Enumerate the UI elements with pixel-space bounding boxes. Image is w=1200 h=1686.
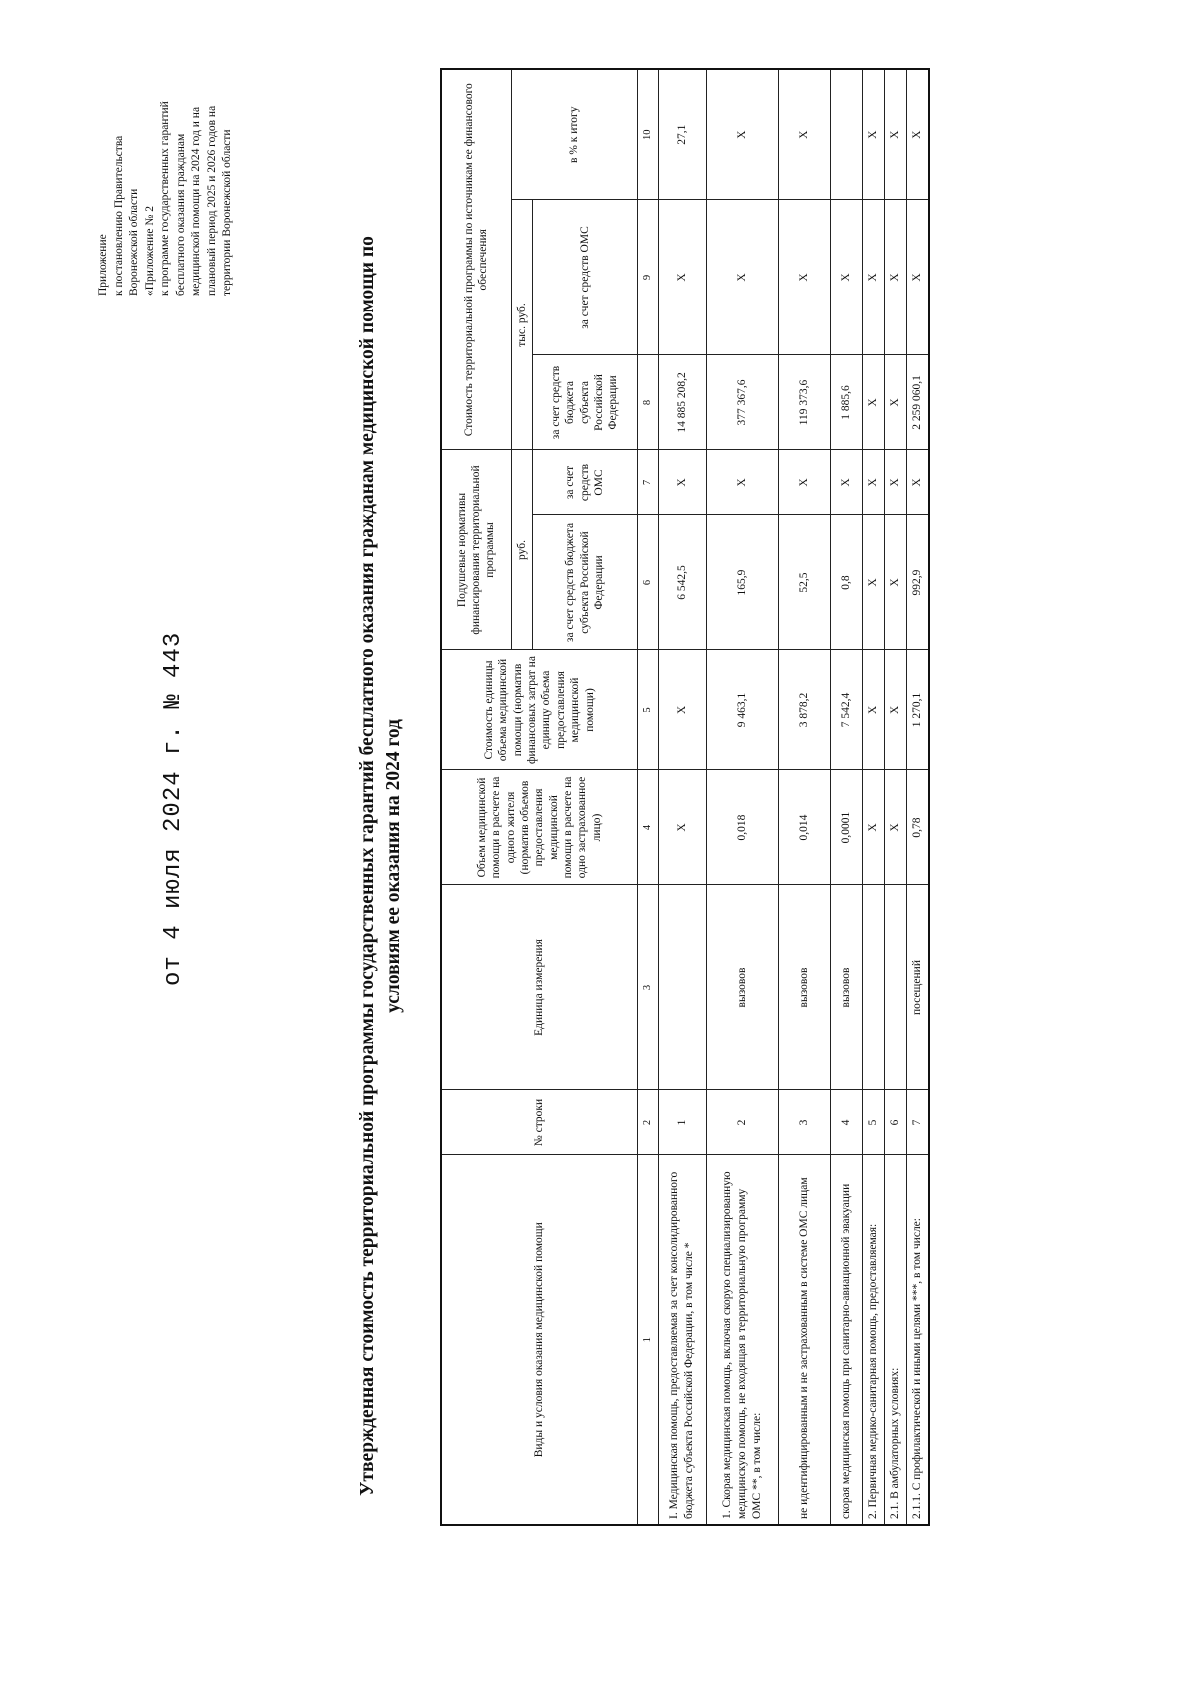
row-percent: X bbox=[706, 69, 778, 200]
table-row bbox=[778, 69, 830, 1525]
row-percent: X bbox=[862, 69, 884, 200]
row-pc-oms: X bbox=[906, 450, 928, 515]
annex-line: медицинской помощи на 2024 год и на bbox=[190, 106, 203, 296]
row-name: 2. Первичная медико-санитарная помощь, предоставляемая: bbox=[862, 1155, 884, 1525]
table-row bbox=[884, 69, 906, 1525]
row-unit-cost: 1 270,1 bbox=[906, 650, 928, 770]
annex-line: «Приложение № 2 bbox=[143, 206, 156, 296]
table-row bbox=[658, 69, 706, 1525]
row-name: не идентифицированным и не застрахованным в системе ОМС лицам bbox=[778, 1155, 830, 1525]
row-no: 2 bbox=[706, 1090, 778, 1155]
row-no: 6 bbox=[884, 1090, 906, 1155]
row-pc-budget: 0,8 bbox=[830, 515, 862, 650]
row-no: 4 bbox=[830, 1090, 862, 1155]
col-number: 2 bbox=[637, 1090, 658, 1155]
header-cost-oms: за счет средств ОМС bbox=[532, 200, 637, 355]
row-unit-cost: 3 878,2 bbox=[778, 650, 830, 770]
header-unit: Единица измерения bbox=[441, 885, 637, 1090]
cost-table bbox=[440, 68, 930, 1526]
row-cost-oms: X bbox=[778, 200, 830, 355]
col-number: 4 bbox=[637, 770, 658, 885]
row-unit-cost: X bbox=[862, 650, 884, 770]
header-thousand-rub: тыс. руб. bbox=[511, 200, 532, 450]
row-name: I. Медицинская помощь, предоставляемая за счет консолидированного бюджета субъекта Российской Федерации, в том числе * bbox=[658, 1155, 706, 1525]
row-cost-budget: 119 373,6 bbox=[778, 355, 830, 450]
col-number: 10 bbox=[637, 69, 658, 200]
row-pc-oms: X bbox=[884, 450, 906, 515]
row-cost-budget: X bbox=[884, 355, 906, 450]
row-unit: вызовов bbox=[706, 885, 778, 1090]
row-name: 2.1. В амбулаторных условиях: bbox=[884, 1155, 906, 1525]
header-line: Приложение bbox=[97, 234, 109, 296]
header-cost-budget: за счет средств бюджета субъекта Российской Федерации bbox=[532, 355, 637, 450]
header-budget: за счет средств бюджета субъекта Российской Федерации bbox=[532, 515, 637, 650]
header-oms: за счет средств ОМС bbox=[532, 450, 637, 515]
approval-header bbox=[96, 26, 236, 296]
row-unit-cost: X bbox=[884, 650, 906, 770]
row-volume: X bbox=[658, 770, 706, 885]
row-pc-budget: 52,5 bbox=[778, 515, 830, 650]
row-cost-budget: 377 367,6 bbox=[706, 355, 778, 450]
title-line: условиям ее оказания на 2024 год bbox=[383, 719, 405, 1013]
table-row bbox=[830, 69, 862, 1525]
row-unit: вызовов bbox=[830, 885, 862, 1090]
header-volume: Объем медицинской помощи в расчете на одного жителя (норматив объемов предоставления медицинской помощи в расчете на одно застрахованное лицо) bbox=[441, 770, 637, 885]
row-cost-budget: 1 885,6 bbox=[830, 355, 862, 450]
row-pc-budget: 165,9 bbox=[706, 515, 778, 650]
col-number: 3 bbox=[637, 885, 658, 1090]
row-percent: X bbox=[884, 69, 906, 200]
row-cost-oms: X bbox=[884, 200, 906, 355]
row-pc-budget: 992,9 bbox=[906, 515, 928, 650]
col-number: 9 bbox=[637, 200, 658, 355]
row-unit-cost: X bbox=[658, 650, 706, 770]
row-volume: 0,018 bbox=[706, 770, 778, 885]
row-name: 1. Скорая медицинская помощь, включая скорую специализированную медицинскую помощь, не входящая в территориальную программу ОМС **, в том числе: bbox=[706, 1155, 778, 1525]
row-pc-oms: X bbox=[778, 450, 830, 515]
row-pc-budget: X bbox=[862, 515, 884, 650]
row-pc-oms: X bbox=[706, 450, 778, 515]
column-number-row bbox=[637, 69, 658, 1525]
row-pc-oms: X bbox=[658, 450, 706, 515]
row-name: скорая медицинская помощь при санитарно-авиационной эвакуации bbox=[830, 1155, 862, 1525]
row-percent bbox=[830, 69, 862, 200]
col-number: 1 bbox=[637, 1155, 658, 1525]
row-pc-budget: X bbox=[884, 515, 906, 650]
annex-line: плановый период 2025 и 2026 годов на bbox=[205, 105, 218, 296]
row-name: 2.1.1. С профилактической и иными целями ***, в том числе: bbox=[906, 1155, 928, 1525]
row-unit: посещений bbox=[906, 885, 928, 1090]
title-line: Утвержденная стоимость территориальной программы государственных гарантий бесплатного оказания гражданам медицинской помощи по bbox=[357, 236, 378, 1496]
row-cost-budget: 2 259 060,1 bbox=[906, 355, 928, 450]
header-unit-cost: Стоимость единицы объема медицинской помощи (норматив финансовых затрат на единицу объема предоставления медицинской помощи) bbox=[441, 650, 637, 770]
table-row bbox=[706, 69, 778, 1525]
row-cost-oms: X bbox=[658, 200, 706, 355]
row-no: 3 bbox=[778, 1090, 830, 1155]
row-unit-cost: 9 463,1 bbox=[706, 650, 778, 770]
row-pc-oms: X bbox=[862, 450, 884, 515]
header-rub: руб. bbox=[511, 450, 532, 650]
table-row bbox=[862, 69, 884, 1525]
header-line: к постановлению Правительства bbox=[112, 135, 125, 296]
annex-line: бесплатного оказания гражданам bbox=[174, 133, 187, 296]
row-cost-oms: X bbox=[862, 200, 884, 355]
order-date-number: от 4 июля 2024 г. № 443 bbox=[160, 631, 187, 986]
row-no: 7 bbox=[906, 1090, 928, 1155]
header-row-no: № строки bbox=[441, 1090, 637, 1155]
table-row bbox=[906, 69, 928, 1525]
row-cost-oms: X bbox=[906, 200, 928, 355]
row-volume: 0,014 bbox=[778, 770, 830, 885]
row-percent: X bbox=[906, 69, 928, 200]
row-volume: 0,78 bbox=[906, 770, 928, 885]
row-unit bbox=[658, 885, 706, 1090]
row-cost-oms: X bbox=[830, 200, 862, 355]
document-title bbox=[355, 166, 408, 1566]
annex-line: к программе государственных гарантий bbox=[159, 101, 172, 296]
row-percent: X bbox=[778, 69, 830, 200]
row-cost-budget: 14 885 208,2 bbox=[658, 355, 706, 450]
row-cost-budget: X bbox=[862, 355, 884, 450]
cost-table-wrapper bbox=[440, 70, 930, 1526]
row-cost-oms: X bbox=[706, 200, 778, 355]
row-volume: X bbox=[862, 770, 884, 885]
row-no: 1 bbox=[658, 1090, 706, 1155]
header-program-cost: Стоимость территориальной программы по источникам ее финансового обеспечения bbox=[441, 69, 511, 450]
col-number: 7 bbox=[637, 450, 658, 515]
row-percent: 27,1 bbox=[658, 69, 706, 200]
row-volume: X bbox=[884, 770, 906, 885]
header-percent: в % к итогу bbox=[511, 69, 637, 200]
row-unit bbox=[862, 885, 884, 1090]
row-unit bbox=[884, 885, 906, 1090]
header-line: Воронежской области bbox=[128, 188, 141, 296]
col-number: 5 bbox=[637, 650, 658, 770]
row-pc-oms: X bbox=[830, 450, 862, 515]
header-per-capita: Подушевые нормативы финансирования территориальной программы bbox=[441, 450, 511, 650]
row-unit-cost: 7 542,4 bbox=[830, 650, 862, 770]
annex-line: территории Воронежской области bbox=[221, 129, 234, 296]
header-kind: Виды и условия оказания медицинской помощи bbox=[441, 1155, 637, 1525]
row-volume: 0,0001 bbox=[830, 770, 862, 885]
row-no: 5 bbox=[862, 1090, 884, 1155]
col-number: 6 bbox=[637, 515, 658, 650]
row-unit: вызовов bbox=[778, 885, 830, 1090]
row-pc-budget: 6 542,5 bbox=[658, 515, 706, 650]
col-number: 8 bbox=[637, 355, 658, 450]
